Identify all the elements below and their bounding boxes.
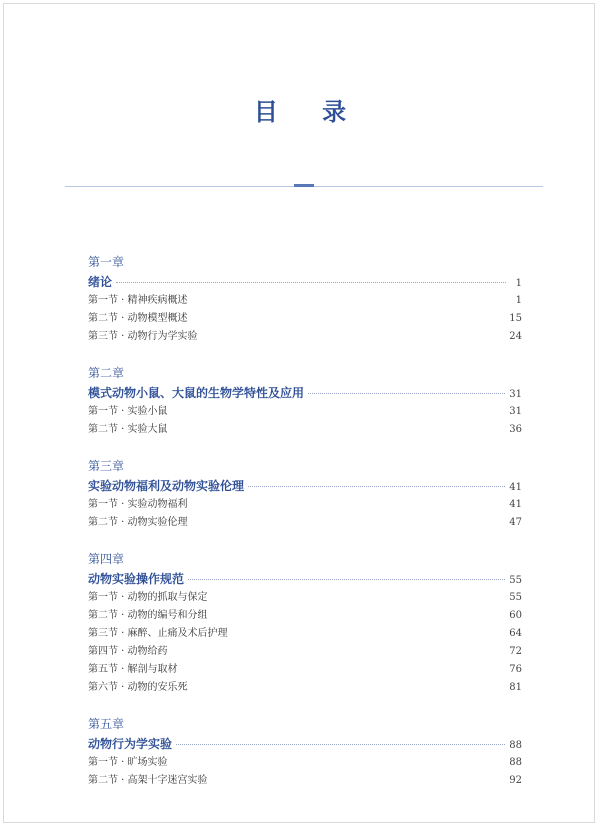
page-number: 24 [509,331,522,342]
section-title: 第六节 · 动物的安乐死 [88,682,188,693]
chapter-entry[interactable] [88,734,522,754]
dot-leader [248,486,505,487]
section-title: 第二节 · 动物的编号和分组 [88,610,208,621]
page-number: 88 [509,740,522,751]
chapter-label: 第二章 [88,366,125,380]
section-entry[interactable] [88,679,522,697]
title-divider-accent [294,184,314,187]
section-title: 第二节 · 动物实验伦理 [88,517,188,528]
page-number: 55 [509,575,522,586]
section-title: 第二节 · 高架十字迷宫实验 [88,775,208,786]
chapter-3 [88,456,522,532]
chapter-2 [88,363,522,439]
section-entry[interactable] [88,772,522,790]
section-title: 第一节 · 实验小鼠 [88,406,168,417]
page-number: 81 [509,682,522,693]
section-title: 第三节 · 麻醉、止痛及术后护理 [88,628,228,639]
section-title: 第二节 · 动物模型概述 [88,313,188,324]
chapter-entry[interactable] [88,476,522,496]
dot-leader [308,393,505,394]
page-number: 92 [509,775,522,786]
page-number: 1 [515,278,522,289]
page-number: 41 [509,482,522,493]
chapter-label: 第五章 [88,717,125,731]
section-title: 第二节 · 实验大鼠 [88,424,168,435]
section-entry[interactable] [88,292,522,310]
page-number: 31 [509,389,522,400]
section-entry[interactable] [88,661,522,679]
page-number: 55 [509,592,522,603]
section-title: 第一节 · 动物的抓取与保定 [88,592,208,603]
section-entry[interactable] [88,514,522,532]
page-number: 1 [515,295,522,306]
dot-leader [116,282,506,283]
page-number: 47 [509,517,522,528]
section-title: 第一节 · 精神疾病概述 [88,295,188,306]
section-entry[interactable] [88,625,522,643]
chapter-title: 动物实验操作规范 [88,572,185,586]
section-title: 第四节 · 动物给药 [88,646,168,657]
dot-leader [176,744,505,745]
page-title: 目 录 [253,97,365,126]
chapter-entry[interactable] [88,569,522,589]
page-number: 31 [509,406,522,417]
page-number: 15 [509,313,522,324]
section-title: 第五节 · 解剖与取材 [88,664,178,675]
chapter-title: 动物行为学实验 [88,737,173,751]
section-title: 第一节 · 旷场实验 [88,757,168,768]
section-entry[interactable] [88,328,522,346]
page-number: 41 [509,499,522,510]
page-number: 88 [509,757,522,768]
chapter-1 [88,252,522,346]
page-number: 76 [509,664,522,675]
chapter-entry[interactable] [88,272,522,292]
section-entry[interactable] [88,310,522,328]
chapter-4 [88,549,522,697]
page-number: 60 [509,610,522,621]
section-entry[interactable] [88,754,522,772]
table-of-contents [88,252,522,807]
section-title: 第一节 · 实验动物福利 [88,499,188,510]
chapter-title: 模式动物小鼠、大鼠的生物学特性及应用 [88,386,305,400]
chapter-title: 实验动物福利及动物实验伦理 [88,479,245,493]
section-entry[interactable] [88,403,522,421]
section-entry[interactable] [88,643,522,661]
chapter-5 [88,714,522,790]
chapter-entry[interactable] [88,383,522,403]
section-entry[interactable] [88,607,522,625]
dot-leader [188,579,505,580]
section-title: 第三节 · 动物行为学实验 [88,331,198,342]
chapter-label: 第一章 [88,255,125,269]
page-number: 64 [509,628,522,639]
chapter-label: 第三章 [88,459,125,473]
section-entry[interactable] [88,421,522,439]
page-number: 36 [509,424,522,435]
section-entry[interactable] [88,589,522,607]
chapter-title: 绪论 [88,275,113,289]
chapter-label: 第四章 [88,552,125,566]
page-number: 72 [509,646,522,657]
section-entry[interactable] [88,496,522,514]
